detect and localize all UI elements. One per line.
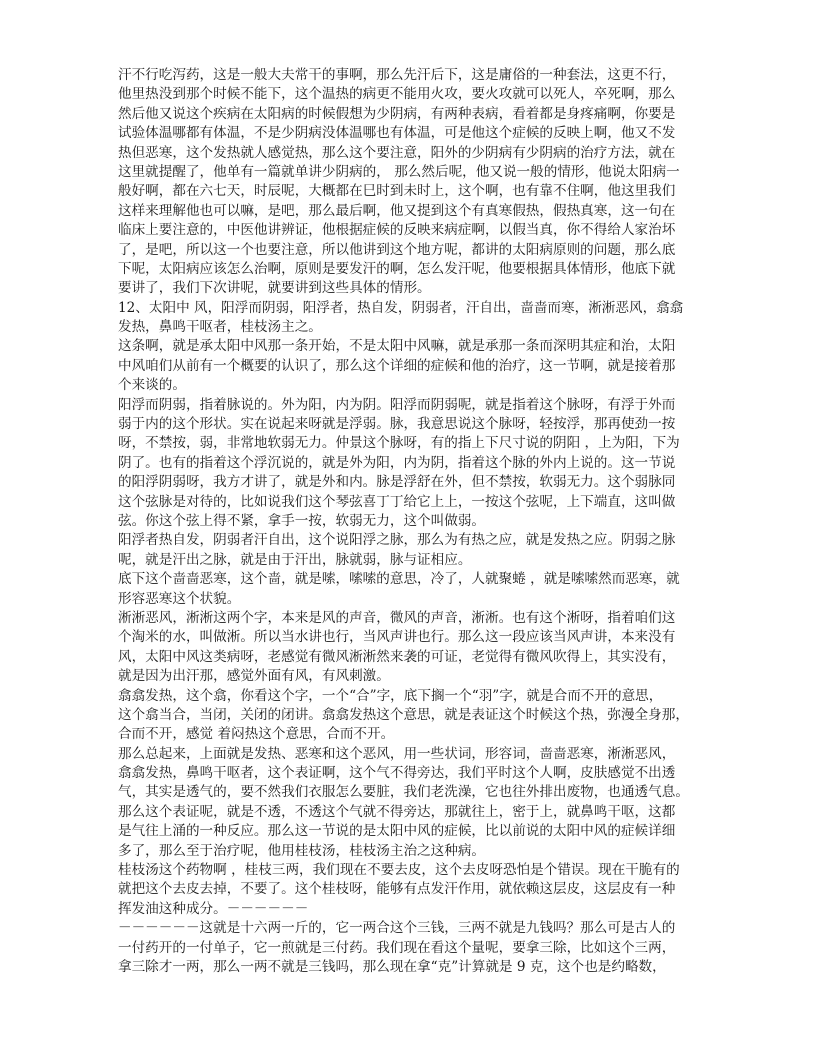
paragraph [118,687,708,745]
text-line: 试验体温哪都有体温，不是少阴病没体温哪也有体温，可是他这个症候的反映上啊，他又不发 [118,125,676,142]
text-line: 这条啊，就是承太阳中风那一条开始，不是太阳中风嘛，就是承那一条而深明其症和治，太阳 [118,338,676,355]
text-line: 形容恶寒这个状貌。 [118,590,241,607]
text-line: 阴了。也有的指着这个浮沉说的，就是外为阳，内为阴，指着这个脉的外内上说的。这一节说 [118,454,676,471]
paragraph [118,570,708,609]
text-line: 弱于内的这个形状。实在说起来呀就是浮弱。脉，我意思说这个脉呀，轻按浮，那再使劲一按 [118,416,676,433]
text-line: 翕翕发热，这个翕，你看这个字，一个“合”字，底下搁一个“羽”字，就是合而不开的意思， [118,687,663,704]
paragraph [118,745,708,861]
text-line: 然后他又说这个疾病在太阳病的时候假想为少阴病，有两种表病，看着都是身疼痛啊，你要是 [118,105,676,122]
text-line: 淅淅恶风，淅淅这两个字，本来是风的声音，微风的声音，淅淅。也有这个淅呀，指着咱们这 [118,609,676,626]
paragraph [118,66,708,299]
text-line: 桂枝汤这个药物啊 ，桂枝三两，我们现在不要去皮，这个去皮呀恐怕是个错误。现在干脆有的 [118,862,680,879]
text-line: 呢，就是汗出之脉，就是由于汗出，脉就弱，脉与证相应。 [118,551,472,568]
text-line: 汗不行吃泻药，这是一般大夫常干的事啊，那么先汗后下，这是庸俗的一种套法，这更不行， [118,67,676,83]
text-line: 那么这个表证呢，就是不透，不透这个气就不得旁达，那就往上，密于上，就鼻鸣干呕，这都 [118,803,676,820]
text-line: 拿三除才一两，那么一两不就是三钱吗，那么现在拿“克”计算就是 9 克，这个也是约略数， [118,958,666,975]
text-line: 气，其实是透气的，要不然我们衣服怎么要脏，我们老洗澡，它也往外排出废物，也通透气息。 [118,784,689,801]
text-line: －－－－－－这就是十六两一斤的，它一两合这个三钱，三两不就是九钱吗？那么可是古人的 [118,920,676,937]
paragraph [118,299,708,338]
text-line: 合而不开，感觉 着闷热这个意思，合而不开。 [118,726,395,743]
text-line: 风，太阳中风这类病呀，老感觉有微风淅淅然来袭的可证，老觉得有微风吹得上，其实没有， [118,648,676,665]
text-line: 中风咱们从前有一个概要的认识了，那么这个详细的症候和他的治疗，这一节啊，就是接着那 [118,357,676,374]
text-line: 发热，鼻鸣干呕者，桂枝汤主之。 [118,319,322,336]
text-line: 要讲了，我们下次讲呢，就要讲到这些具体的情形。 [118,280,431,297]
text-line: 下呢，太阳病应该怎么治啊，原则是要发汗的啊，怎么发汗呢，他要根据具体情形，他底下就 [118,260,676,277]
text-line: 这个翕当合，当闭，关闭的闭讲。翕翕发热这个意思，就是表证这个时候这个热，弥漫全身那， [118,706,689,723]
text-line: 一付药开的一付单子，它一煎就是三付药。我们现在看这个量呢，要拿三除，比如这个三两， [118,939,676,956]
paragraph [118,609,708,687]
text-line: 弦。你这个弦上得不紧，拿手一按，软弱无力，这个叫做弱。 [118,512,486,529]
text-line: 临床上要注意的，中医他讲辨证，他根据症候的反映来病症啊，以假当真，你不得给人家治坏 [118,222,676,239]
text-line: 就是因为出汗那，感觉外面有风，有风刺激。 [118,668,390,685]
document-page [118,66,708,977]
text-line: 是气往上涌的一种反应。那么这一节说的是太阳中风的症候，比以前说的太阳中风的症候详细 [118,823,676,840]
text-line: 的阳浮阴弱呀，我方才讲了，就是外和内。脉是浮舒在外，但不禁按，软弱无力。这个弱脉同 [118,474,676,491]
paragraph [118,861,708,919]
text-line: 多了，那么至于治疗呢，他用桂枝汤，桂枝汤主治之这种病。 [118,842,486,859]
paragraph [118,396,708,532]
text-line: 12、太阳中 风，阳浮而阴弱，阳浮者，热自发，阴弱者，汗自出，啬啬而寒，淅淅恶风，翕翕 [118,299,684,316]
text-line: 个淘米的水，叫做淅。所以当水讲也行，当风声讲也行。那么这一段应该当风声讲，本来没有 [118,629,676,646]
text-line: 阳浮者热自发，阴弱者汗自出，这个说阳浮之脉，那么为有热之应，就是发热之应。阴弱之脉 [118,532,676,549]
text-line: 这里就提醒了，他单有一篇就单讲少阴病的， 那么然后呢，他又说一般的情形，他说太阳病一 [118,163,680,180]
text-line: 底下这个啬啬恶寒，这个啬，就是嗦，嗦嗦的意思，冷了，人就聚蜷 ，就是嗦嗦然而恶寒，就 [118,571,680,588]
text-line: 挥发油这种成分。－－－－－－ [118,900,309,917]
text-line: 阳浮而阴弱，指着脉说的。外为阳，内为阴。阳浮而阴弱呢，就是指着这个脉呀，有浮于外而 [118,396,676,413]
text-line: 翕翕发热，鼻鸣干呕者，这个表证啊，这个气不得旁达，我们平时这个人啊，皮肤感觉不出透 [118,765,676,782]
text-line: 就把这个去皮去掉，不要了。这个桂枝呀，能够有点发汗作用，就依赖这层皮，这层皮有一种 [118,881,676,898]
text-line: 这个弦脉是对待的，比如说我们这个琴弦喜丁丁给它上上，一按这个弦呢，上下端直，这叫做 [118,493,676,510]
text-line: 呀，不禁按，弱，非常地软弱无力。仲景这个脉呀，有的指上下尺寸说的阴阳 ，上为阳，下为 [118,435,680,452]
text-line: 他里热没到那个时候不能下，这个温热的病更不能用火攻，要火攻就可以死人，卒死啊，那么 [118,86,676,103]
paragraph [118,337,708,395]
text-line: 这样来理解他也可以嘛，是吧，那么最后啊，他又提到这个有真寒假热，假热真寒，这一句在 [118,202,676,219]
text-line: 般好啊，都在六七天，时辰呢，大概都在巳时到未时上，这个啊，也有靠不住啊，他这里我们 [118,183,676,200]
paragraph [118,531,708,570]
text-line: 了，是吧，所以这一个也要注意，所以他讲到这个地方呢，都讲的太阳病原则的问题，那么底 [118,241,676,258]
text-line: 那么总起来，上面就是发热、恶寒和这个恶风，用一些状词，形容词，啬啬恶寒，淅淅恶风， [118,745,676,762]
text-line: 热但恶寒，这个发热就人感觉热，那么这个要注意，阳外的少阴病有少阴病的治疗方法，就在 [118,144,676,161]
paragraph [118,919,708,977]
text-line: 个来谈的。 [118,377,186,394]
